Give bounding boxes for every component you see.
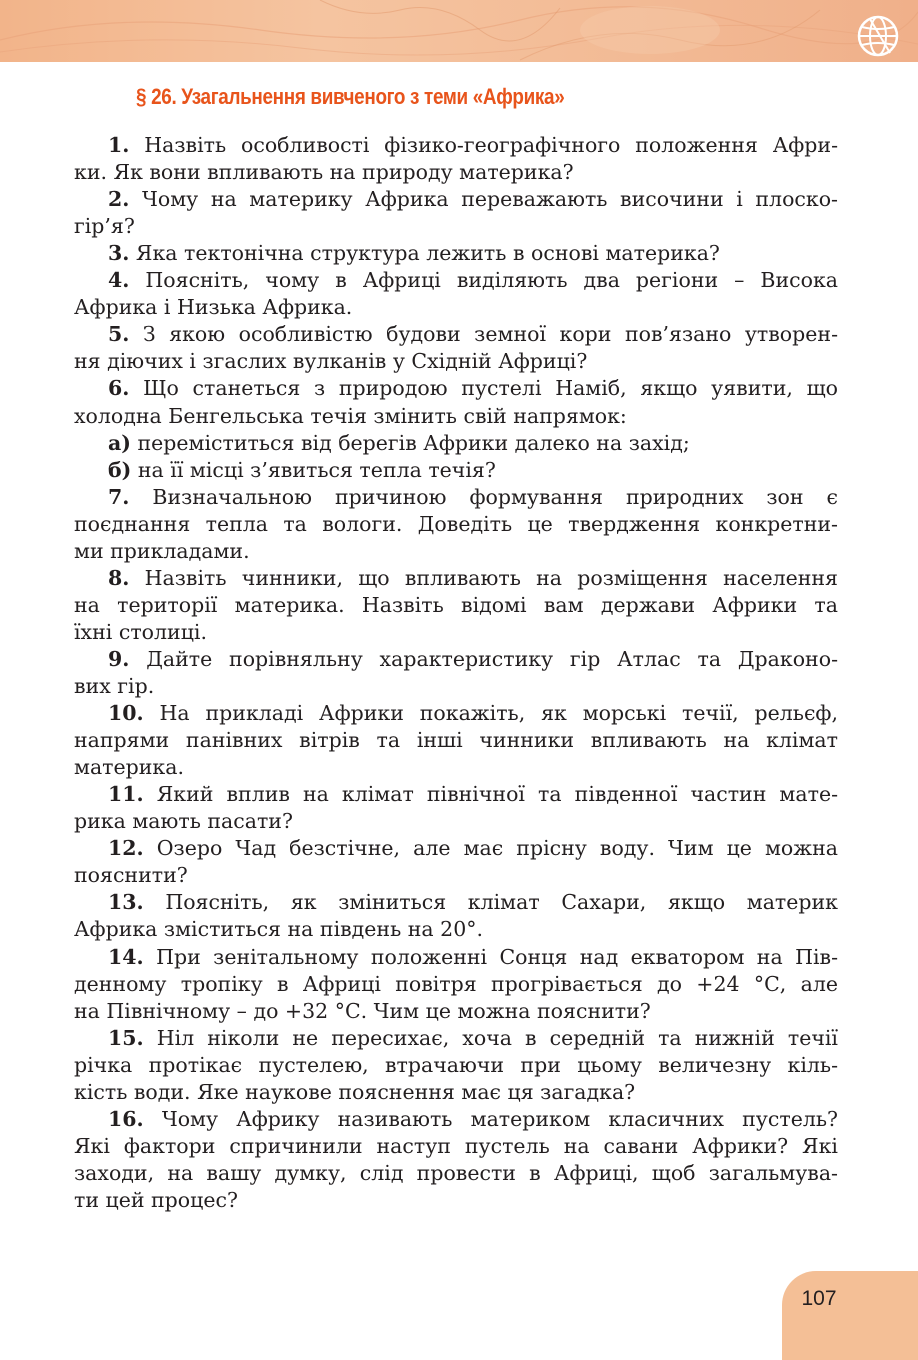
question-text: Озеро Чад безстічне, але має прісну воду. Чим це можна	[143, 836, 838, 861]
question-first-line	[108, 781, 838, 808]
question-text: При зенітальному положенні Сонця над екватором на Пів-	[143, 944, 838, 969]
question-number: б)	[108, 457, 132, 482]
question-line	[74, 862, 838, 889]
question-line	[74, 971, 838, 998]
question-first-line	[108, 240, 838, 267]
question-first-line	[108, 457, 838, 484]
question-first-line	[108, 565, 838, 592]
question-text: напрями панівних вітрів та інші чинники впливають на клімат	[74, 728, 838, 753]
question-number: 11.	[108, 782, 144, 807]
question-number: 13.	[108, 890, 144, 915]
question-text: вих гір.	[74, 674, 155, 698]
question-line	[74, 1079, 838, 1106]
question-first-line	[108, 1106, 838, 1133]
question-text: материка.	[74, 755, 184, 780]
question-text: Який вплив на клімат північної та південної частин мате-	[143, 782, 838, 807]
question-number: 7.	[108, 484, 130, 509]
question-first-line	[108, 1025, 838, 1052]
question-text: Чому Африку називають материком класичних пустель?	[143, 1106, 838, 1131]
question-line	[74, 998, 838, 1025]
question-text: Дайте порівняльну характеристику гір Атлас та Драконо-	[129, 646, 838, 671]
question-text: Яка тектонічна структура лежить в основі материка?	[129, 241, 720, 266]
question-text: рика мають пасати?	[74, 809, 293, 834]
question-text: Назвіть особливості фізико-географічного положення Афри-	[129, 133, 838, 157]
question-number: 1.	[108, 133, 130, 157]
question-first-line	[108, 321, 838, 348]
question-first-line	[108, 646, 838, 673]
question-text: Назвіть чинники, що впливають на розміщення населення	[129, 565, 838, 590]
question-text: ки. Як вони впливають на природу материка?	[74, 160, 574, 185]
question-text: На прикладі Африки покажіть, як морські течії, рельєф,	[143, 701, 838, 726]
question-number: 15.	[108, 1025, 144, 1050]
question-number: 10.	[108, 701, 144, 726]
question-first-line	[108, 889, 838, 916]
question-number: 9.	[108, 646, 130, 671]
map-decoration	[0, 0, 918, 62]
section-title: § 26. Узагальнення вивченого з теми «Африка»	[136, 84, 565, 109]
question-number: 4.	[108, 268, 130, 293]
globe-icon	[856, 14, 900, 58]
question-text: Що станеться з природою пустелі Наміб, якщо уявити, що	[129, 376, 838, 401]
header-band	[0, 0, 918, 62]
question-first-line	[108, 132, 838, 159]
question-line	[74, 511, 838, 538]
page-number: 107	[801, 1287, 837, 1310]
question-line	[74, 159, 838, 186]
question-line	[74, 916, 838, 943]
question-number: 8.	[108, 565, 130, 590]
question-text: гір’я?	[74, 214, 135, 239]
question-first-line	[108, 835, 838, 862]
question-line	[74, 294, 838, 321]
question-text: Поясніть, як зміниться клімат Сахари, якщо материк	[143, 890, 838, 915]
question-text: кість води. Яке наукове пояснення має ця загадка?	[74, 1079, 636, 1104]
question-line	[74, 727, 838, 754]
question-line	[74, 538, 838, 565]
question-line	[74, 1187, 838, 1214]
question-number: 6.	[108, 376, 130, 401]
question-text: Які фактори спричинили наступ пустель на савани Африки? Які	[74, 1133, 838, 1158]
question-text: їхні столиці.	[74, 619, 207, 644]
question-text: З якою особливістю будови земної кори пов’язано утворен-	[129, 322, 838, 347]
question-line	[74, 592, 838, 619]
question-first-line	[108, 267, 838, 294]
question-number: 16.	[108, 1106, 144, 1131]
question-line	[74, 619, 838, 646]
question-number: 12.	[108, 836, 144, 861]
question-text: на території материка. Назвіть відомі вам держави Африки та	[74, 592, 838, 617]
question-first-line	[108, 700, 838, 727]
question-line	[74, 348, 838, 375]
question-text: Ніл ніколи не пересихає, хоча в середній та нижній течії	[143, 1025, 838, 1050]
question-text: денному тропіку в Африці повітря прогрівається до +24 °С, але	[74, 971, 838, 996]
question-text: на її місці з’явиться тепла течія?	[131, 457, 496, 482]
question-text: Чому на материку Африка переважають височини і плоско-	[129, 187, 838, 212]
question-text: на Північному – до +32 °С. Чим це можна пояснити?	[74, 998, 651, 1023]
question-text: пояснити?	[74, 863, 188, 888]
question-line	[74, 673, 838, 700]
question-number: 3.	[108, 241, 130, 266]
question-text: холодна Бенгельська течія змінить свій напрямок:	[74, 403, 627, 428]
question-line	[74, 1160, 838, 1187]
question-text: переміститься від берегів Африки далеко на захід;	[130, 430, 690, 455]
question-text: ня діючих і згаслих вулканів у Східній Африці?	[74, 349, 588, 374]
question-first-line	[108, 430, 838, 457]
question-first-line	[108, 944, 838, 971]
question-text: Визначальною причиною формування природних зон є	[129, 484, 838, 509]
question-number: а)	[108, 430, 131, 455]
question-line	[74, 1133, 838, 1160]
question-text: Африка зміститься на південь на 20°.	[74, 917, 484, 942]
question-text: Африка і Низька Африка.	[74, 295, 353, 320]
question-text: річка протікає пустелею, втрачаючи при цьому величезну кіль-	[74, 1052, 838, 1077]
question-line	[74, 403, 838, 430]
question-text: Поясніть, чому в Африці виділяють два регіони – Висока	[129, 268, 838, 293]
question-line	[74, 213, 838, 240]
question-line	[74, 754, 838, 781]
page-number-tab	[782, 1271, 918, 1360]
question-first-line	[108, 186, 838, 213]
question-first-line	[108, 484, 838, 511]
question-number: 2.	[108, 187, 130, 212]
question-text: заходи, на вашу думку, слід провести в Африці, щоб загальмува-	[74, 1160, 838, 1185]
question-text: поєднання тепла та вологи. Доведіть це твердження конкретни-	[74, 511, 838, 536]
question-text: ти цей процес?	[74, 1187, 238, 1212]
question-text: ми прикладами.	[74, 538, 250, 563]
question-line	[74, 808, 838, 835]
question-number: 14.	[108, 944, 144, 969]
question-first-line	[108, 375, 838, 402]
question-line	[74, 1052, 838, 1079]
question-number: 5.	[108, 322, 130, 347]
